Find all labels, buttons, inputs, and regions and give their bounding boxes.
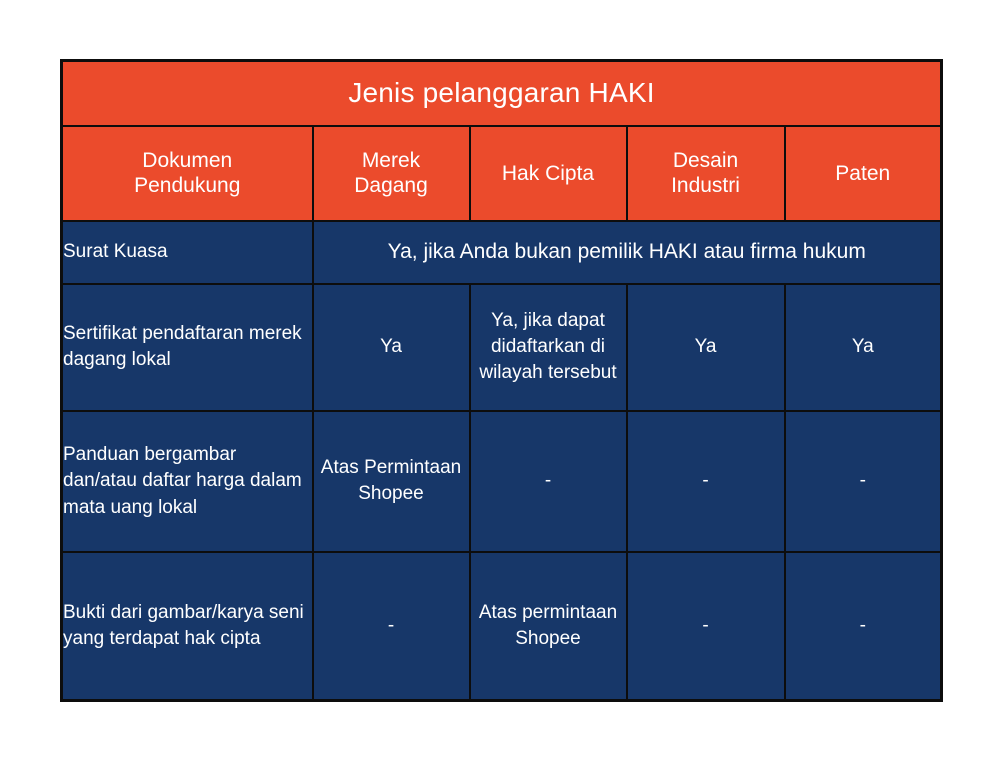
table-header-row <box>62 126 942 221</box>
row-value-merek-dagang: Ya <box>313 284 470 411</box>
table-row <box>62 284 942 411</box>
column-header-line1: Merek <box>361 148 421 172</box>
row-label-panduan-bergambar: Panduan bergambar dan/atau daftar harga dalam mata uang lokal <box>62 411 313 552</box>
column-header-merek-dagang <box>313 126 470 221</box>
table-row <box>62 221 942 284</box>
column-header-dokumen-pendukung <box>62 126 313 221</box>
row-value-paten: Ya <box>785 284 942 411</box>
table-title-row <box>62 61 942 126</box>
row-label-bukti-gambar-karya-seni: Bukti dari gambar/karya seni yang terdapat hak cipta <box>62 552 313 701</box>
table-row <box>62 411 942 552</box>
haki-violation-table <box>60 59 943 702</box>
row-value-paten: - <box>785 552 942 701</box>
column-header-line1: Dokumen <box>142 148 233 172</box>
row-value-desain-industri: Ya <box>627 284 785 411</box>
column-header-line2: Pendukung <box>134 174 241 198</box>
column-header-line1: Paten <box>835 161 891 185</box>
row-value-hak-cipta: Ya, jika dapat didaftarkan di wilayah tersebut <box>470 284 627 411</box>
row-value-merek-dagang: - <box>313 552 470 701</box>
table-row <box>62 552 942 701</box>
row-value-hak-cipta: - <box>470 411 627 552</box>
row-label-sertifikat-pendaftaran: Sertifikat pendaftaran merek dagang lokal <box>62 284 313 411</box>
row-value-desain-industri: - <box>627 552 785 701</box>
column-header-line2: Industri <box>671 174 740 198</box>
column-header-line2: Dagang <box>354 174 428 198</box>
row-label-surat-kuasa: Surat Kuasa <box>62 221 313 284</box>
row-value-merged: Ya, jika Anda bukan pemilik HAKI atau firma hukum <box>313 221 942 284</box>
column-header-line1: Desain <box>672 148 739 172</box>
column-header-hak-cipta <box>470 126 627 221</box>
row-value-merek-dagang: Atas Permintaan Shopee <box>313 411 470 552</box>
column-header-line1: Hak Cipta <box>501 161 595 185</box>
row-value-hak-cipta: Atas permintaan Shopee <box>470 552 627 701</box>
table-title: Jenis pelanggaran HAKI <box>62 61 942 126</box>
row-value-desain-industri: - <box>627 411 785 552</box>
column-header-paten <box>785 126 942 221</box>
column-header-desain-industri <box>627 126 785 221</box>
row-value-paten: - <box>785 411 942 552</box>
